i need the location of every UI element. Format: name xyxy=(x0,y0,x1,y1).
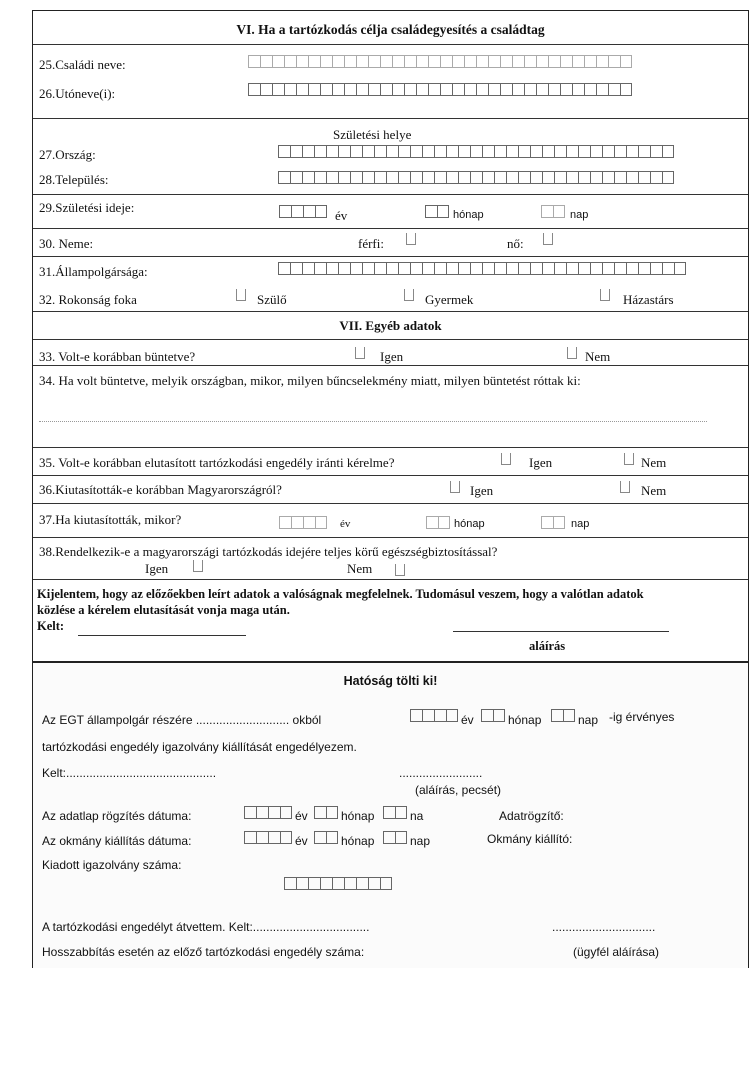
card-number-boxes[interactable] xyxy=(284,877,392,890)
q35-no-checkbox[interactable] xyxy=(624,453,634,465)
male-checkbox[interactable] xyxy=(406,233,416,245)
q33-no-label: Nem xyxy=(585,349,611,364)
divider xyxy=(33,365,748,366)
q33-yes-checkbox[interactable] xyxy=(355,347,365,359)
issue-year-boxes[interactable] xyxy=(244,831,292,844)
recorder-label: Adatrögzítő: xyxy=(499,809,564,823)
issue-month-unit: hónap xyxy=(341,834,375,848)
q36-label: 36.Kiutasították-e korábban Magyarországról? xyxy=(39,482,282,497)
q37-label: 37.Ha kiutasították, mikor? xyxy=(39,512,182,527)
authority-section xyxy=(33,661,748,968)
q34-answer-line[interactable] xyxy=(39,421,707,422)
record-year-boxes[interactable] xyxy=(244,806,292,819)
parent-label: Szülő xyxy=(257,292,287,307)
citizenship-boxes[interactable] xyxy=(278,262,686,275)
q35-label: 35. Volt-e korábban elutasított tartózkodási engedély iránti kérelme? xyxy=(39,455,395,470)
settlement-boxes[interactable] xyxy=(278,171,674,184)
record-year-unit: év xyxy=(295,809,308,823)
valid-year-unit: év xyxy=(461,713,474,727)
sign-stamp-label: (aláírás, pecsét) xyxy=(415,783,502,797)
child-label: Gyermek xyxy=(425,292,474,307)
birthplace-heading: Születési helye xyxy=(333,127,412,142)
divider xyxy=(33,503,748,504)
issue-month-boxes[interactable] xyxy=(314,831,338,844)
q33-no-checkbox[interactable] xyxy=(567,347,577,359)
female-checkbox[interactable] xyxy=(543,233,553,245)
record-month-boxes[interactable] xyxy=(314,806,338,819)
q33-yes-label: Igen xyxy=(380,349,404,364)
q36-yes-checkbox[interactable] xyxy=(450,481,460,493)
q33-label: 33. Volt-e korábban büntetve? xyxy=(39,349,196,364)
issue-year-unit: év xyxy=(295,834,308,848)
month-unit: hónap xyxy=(453,209,484,221)
spouse-checkbox[interactable] xyxy=(600,289,610,301)
signature-line[interactable] xyxy=(453,631,669,632)
client-sign-dots[interactable]: ............................... xyxy=(552,920,656,934)
divider xyxy=(33,311,748,312)
record-date-label: Az adatlap rögzítés dátuma: xyxy=(42,809,192,823)
q38-no-checkbox[interactable] xyxy=(395,564,405,576)
declaration-date-label: Kelt: xyxy=(37,619,65,633)
q38-yes-label: Igen xyxy=(145,561,169,576)
q37-day-unit: nap xyxy=(571,518,590,530)
birth-year-boxes[interactable] xyxy=(279,205,327,218)
birth-month-boxes[interactable] xyxy=(425,205,449,218)
divider xyxy=(33,118,748,119)
valid-until-text: -ig érvényes xyxy=(609,710,675,724)
q35-yes-label: Igen xyxy=(529,455,553,470)
q37-day-boxes[interactable] xyxy=(541,516,565,529)
record-month-unit: hónap xyxy=(341,809,375,823)
authority-date-field[interactable]: Kelt:............................................. xyxy=(42,766,217,780)
q38-yes-checkbox[interactable] xyxy=(193,560,203,572)
signature-label: aláírás xyxy=(529,639,566,653)
day-unit: nap xyxy=(570,209,589,221)
given-names-boxes[interactable] xyxy=(248,83,632,96)
q38-label: 38.Rendelkezik-e a magyarországi tartózkodás idejére teljes körű egészségbiztosítással? xyxy=(39,544,498,559)
authority-line1-text: Az EGT állampolgár részére ............................ okból xyxy=(42,713,322,727)
authority-title: Hatóság tölti ki! xyxy=(343,674,438,688)
issue-day-unit: nap xyxy=(410,834,431,848)
divider xyxy=(33,475,748,476)
sex-label: 30. Neme: xyxy=(39,236,94,251)
application-form xyxy=(32,10,749,968)
divider xyxy=(33,537,748,538)
record-day-boxes[interactable] xyxy=(383,806,407,819)
female-label: nő: xyxy=(507,236,524,251)
declaration-line-2: közlése a kérelem elutasítását vonja maga után. xyxy=(37,603,290,617)
country-label: 27.Ország: xyxy=(39,147,96,162)
q34-label: 34. Ha volt büntetve, melyik országban, mikor, milyen bűncselekmény miatt, milyen büntetést róttak ki: xyxy=(39,373,581,388)
issuer-label: Okmány kiállító: xyxy=(487,832,573,846)
client-sign-label: (ügyfél aláírása) xyxy=(573,945,660,959)
country-boxes[interactable] xyxy=(278,145,674,158)
divider xyxy=(33,579,748,580)
q37-year-unit: év xyxy=(340,518,351,530)
q37-year-boxes[interactable] xyxy=(279,516,327,529)
valid-month-boxes[interactable] xyxy=(481,709,505,722)
divider xyxy=(33,228,748,229)
divider xyxy=(33,339,748,340)
section-6-title: VI. Ha a tartózkodás célja családegyesítés a családtag xyxy=(236,22,545,37)
family-name-boxes[interactable] xyxy=(248,55,632,68)
q36-yes-label: Igen xyxy=(470,483,494,498)
authority-line2-text: tartózkodási engedély igazolvány kiállítását engedélyezem. xyxy=(42,740,357,754)
q35-no-label: Nem xyxy=(641,455,667,470)
q35-yes-checkbox[interactable] xyxy=(501,453,511,465)
family-name-label: 25.Családi neve: xyxy=(39,57,126,72)
year-unit: év xyxy=(335,208,348,223)
valid-month-unit: hónap xyxy=(508,713,542,727)
divider xyxy=(33,447,748,448)
section-7-title: VII. Egyéb adatok xyxy=(339,318,442,333)
birth-date-label: 29.Születési ideje: xyxy=(39,200,135,215)
extension-label: Hosszabbítás esetén az előző tartózkodási engedély száma: xyxy=(42,945,365,959)
spouse-label: Házastárs xyxy=(623,292,674,307)
given-names-label: 26.Utóneve(i): xyxy=(39,86,116,101)
record-day-unit: na xyxy=(410,809,424,823)
q38-no-label: Nem xyxy=(347,561,373,576)
issue-date-label: Az okmány kiállítás dátuma: xyxy=(42,834,192,848)
child-checkbox[interactable] xyxy=(404,289,414,301)
issue-day-boxes[interactable] xyxy=(383,831,407,844)
citizenship-label: 31.Állampolgársága: xyxy=(39,264,148,279)
authority-sign-dots[interactable]: ......................... xyxy=(399,766,483,780)
relationship-label: 32. Rokonság foka xyxy=(39,292,137,307)
card-number-label: Kiadott igazolvány száma: xyxy=(42,858,182,872)
q37-month-unit: hónap xyxy=(454,518,485,530)
divider xyxy=(33,194,748,195)
received-line[interactable]: A tartózkodási engedélyt átvettem. Kelt:................................... xyxy=(42,920,370,934)
male-label: férfi: xyxy=(358,236,384,251)
divider xyxy=(33,44,748,45)
declaration-line-1: Kijelentem, hogy az előzőekben leírt adatok a valóságnak megfelelnek. Tudomásul veszem, hogy a valótlan adatok xyxy=(37,587,644,601)
settlement-label: 28.Település: xyxy=(39,172,109,187)
valid-day-unit: nap xyxy=(578,713,599,727)
valid-year-boxes[interactable] xyxy=(410,709,458,722)
q36-no-checkbox[interactable] xyxy=(620,481,630,493)
divider xyxy=(33,256,748,257)
parent-checkbox[interactable] xyxy=(236,289,246,301)
q37-month-boxes[interactable] xyxy=(426,516,450,529)
birth-day-boxes[interactable] xyxy=(541,205,565,218)
q36-no-label: Nem xyxy=(641,483,667,498)
declaration-date-line[interactable] xyxy=(78,635,246,636)
valid-day-boxes[interactable] xyxy=(551,709,575,722)
